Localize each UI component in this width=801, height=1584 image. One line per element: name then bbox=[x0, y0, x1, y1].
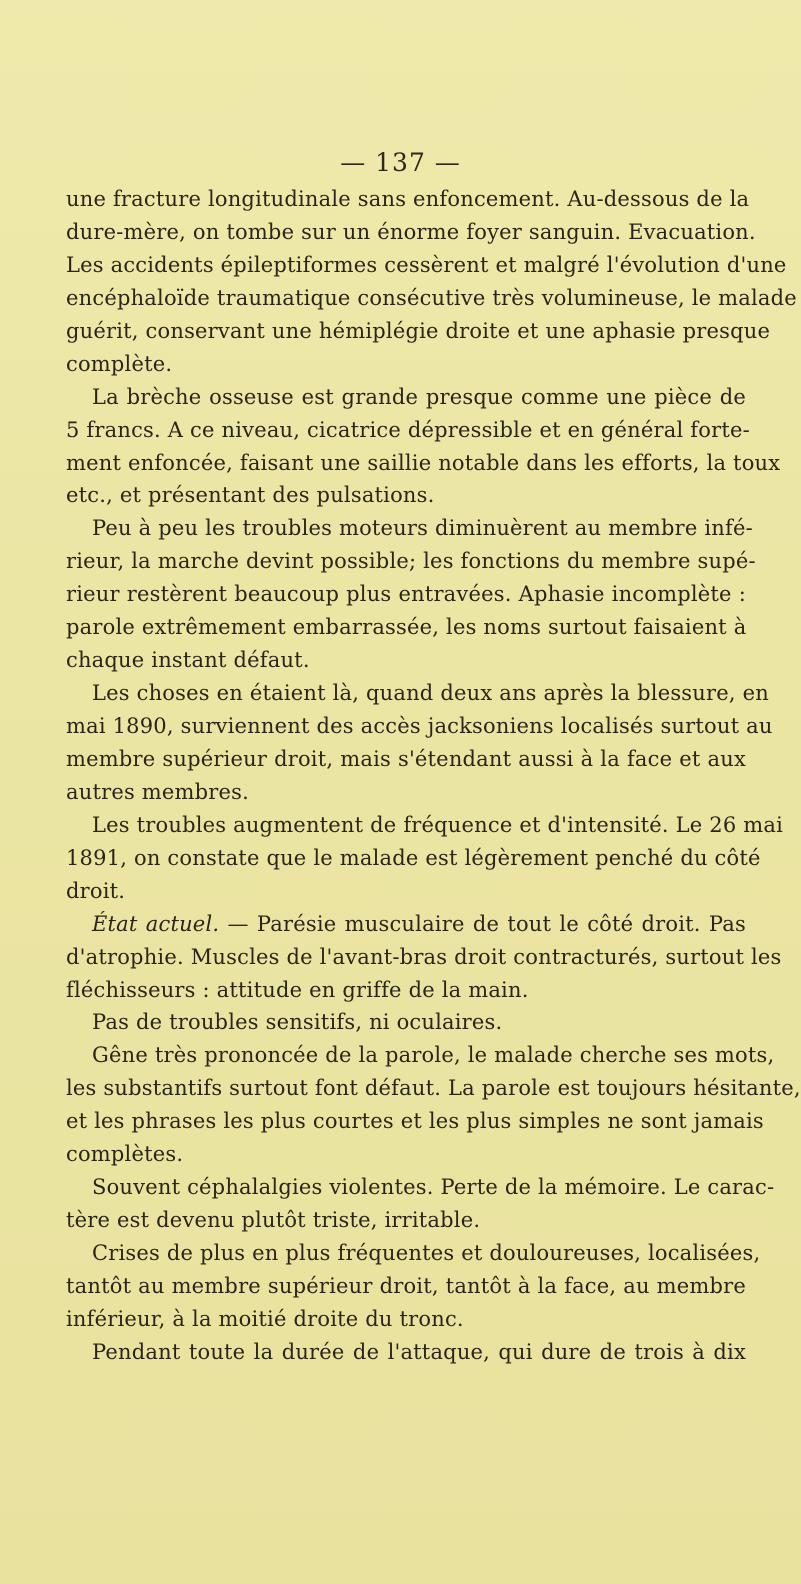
text-line: Les accidents épileptiformes cessèrent et malgré l'évolution d'une bbox=[66, 252, 787, 277]
text-line: 1891, on constate que le malade est légèrement penché du côté bbox=[66, 845, 761, 870]
text-line: 5 francs. A ce niveau, cicatrice dépressible et en général forte- bbox=[66, 417, 750, 442]
text-line: d'atrophie. Muscles de l'avant-bras droit contracturés, surtout les bbox=[66, 944, 782, 969]
text-line: etc., et présentant des pulsations. bbox=[66, 483, 435, 508]
text-line: ment enfoncée, faisant une saillie notable dans les efforts, la toux bbox=[66, 450, 781, 475]
page-number: — 137 — bbox=[340, 148, 461, 177]
text-line: Peu à peu les troubles moteurs diminuèrent au membre infé- bbox=[92, 516, 753, 541]
text-line: guérit, conservant une hémiplégie droite et une aphasie presque bbox=[66, 318, 771, 343]
text-line: tantôt au membre supérieur droit, tantôt à la face, au membre bbox=[66, 1273, 746, 1298]
text-line: Gêne très prononcée de la parole, le malade cherche ses mots, bbox=[92, 1043, 775, 1068]
text-fragment: — Parésie musculaire de tout le côté droit. Pas bbox=[227, 911, 746, 936]
text-line: rieur restèrent beaucoup plus entravées. Aphasie incomplète : bbox=[66, 582, 746, 607]
text-line: encéphaloïde traumatique consécutive très volumineuse, le malade bbox=[66, 285, 797, 310]
text-line: parole extrêmement embarrassée, les noms surtout faisaient à bbox=[66, 615, 747, 640]
text-line: Souvent céphalalgies violentes. Perte de la mémoire. Le carac- bbox=[92, 1175, 775, 1200]
text-line: La brèche osseuse est grande presque comme une pièce de bbox=[92, 384, 746, 409]
text-line: tère est devenu plutôt triste, irritable. bbox=[66, 1208, 481, 1233]
text-line: les substantifs surtout font défaut. La parole est toujours hésitante, bbox=[66, 1076, 801, 1101]
text-line: membre supérieur droit, mais s'étendant aussi à la face et aux bbox=[66, 746, 746, 771]
text-line: droit. bbox=[66, 878, 126, 903]
text-line: Les choses en étaient là, quand deux ans après la blessure, en bbox=[92, 681, 769, 706]
text-line: et les phrases les plus courtes et les plus simples ne sont jamais bbox=[66, 1109, 764, 1134]
section-heading: État actuel. bbox=[92, 911, 220, 936]
text-line: complète. bbox=[66, 351, 173, 376]
text-line: fléchisseurs : attitude en griffe de la main. bbox=[66, 977, 529, 1002]
text-line: Pas de troubles sensitifs, ni oculaires. bbox=[92, 1010, 503, 1035]
text-line-with-heading bbox=[66, 908, 746, 941]
text-line: une fracture longitudinale sans enfoncement. Au-dessous de la bbox=[66, 187, 750, 211]
text-line: inférieur, à la moitié droite du tronc. bbox=[66, 1306, 464, 1331]
text-line: Pendant toute la durée de l'attaque, qui dure de trois à dix bbox=[92, 1339, 746, 1364]
text-line: Les troubles augmentent de fréquence et d'intensité. Le 26 mai bbox=[92, 812, 784, 837]
text-line: autres membres. bbox=[66, 779, 250, 804]
text-line: chaque instant défaut. bbox=[66, 648, 310, 673]
text-line: dure-mère, on tombe sur un énorme foyer sanguin. Evacuation. bbox=[66, 219, 756, 244]
text-line: mai 1890, surviennent des accès jacksoniens localisés surtout au bbox=[66, 714, 773, 738]
text-line: Crises de plus en plus fréquentes et douloureuses, localisées, bbox=[92, 1241, 761, 1265]
body-text bbox=[66, 183, 801, 1369]
text-line: rieur, la marche devint possible; les fonctions du membre supé- bbox=[66, 549, 756, 574]
text-line: complètes. bbox=[66, 1142, 184, 1167]
